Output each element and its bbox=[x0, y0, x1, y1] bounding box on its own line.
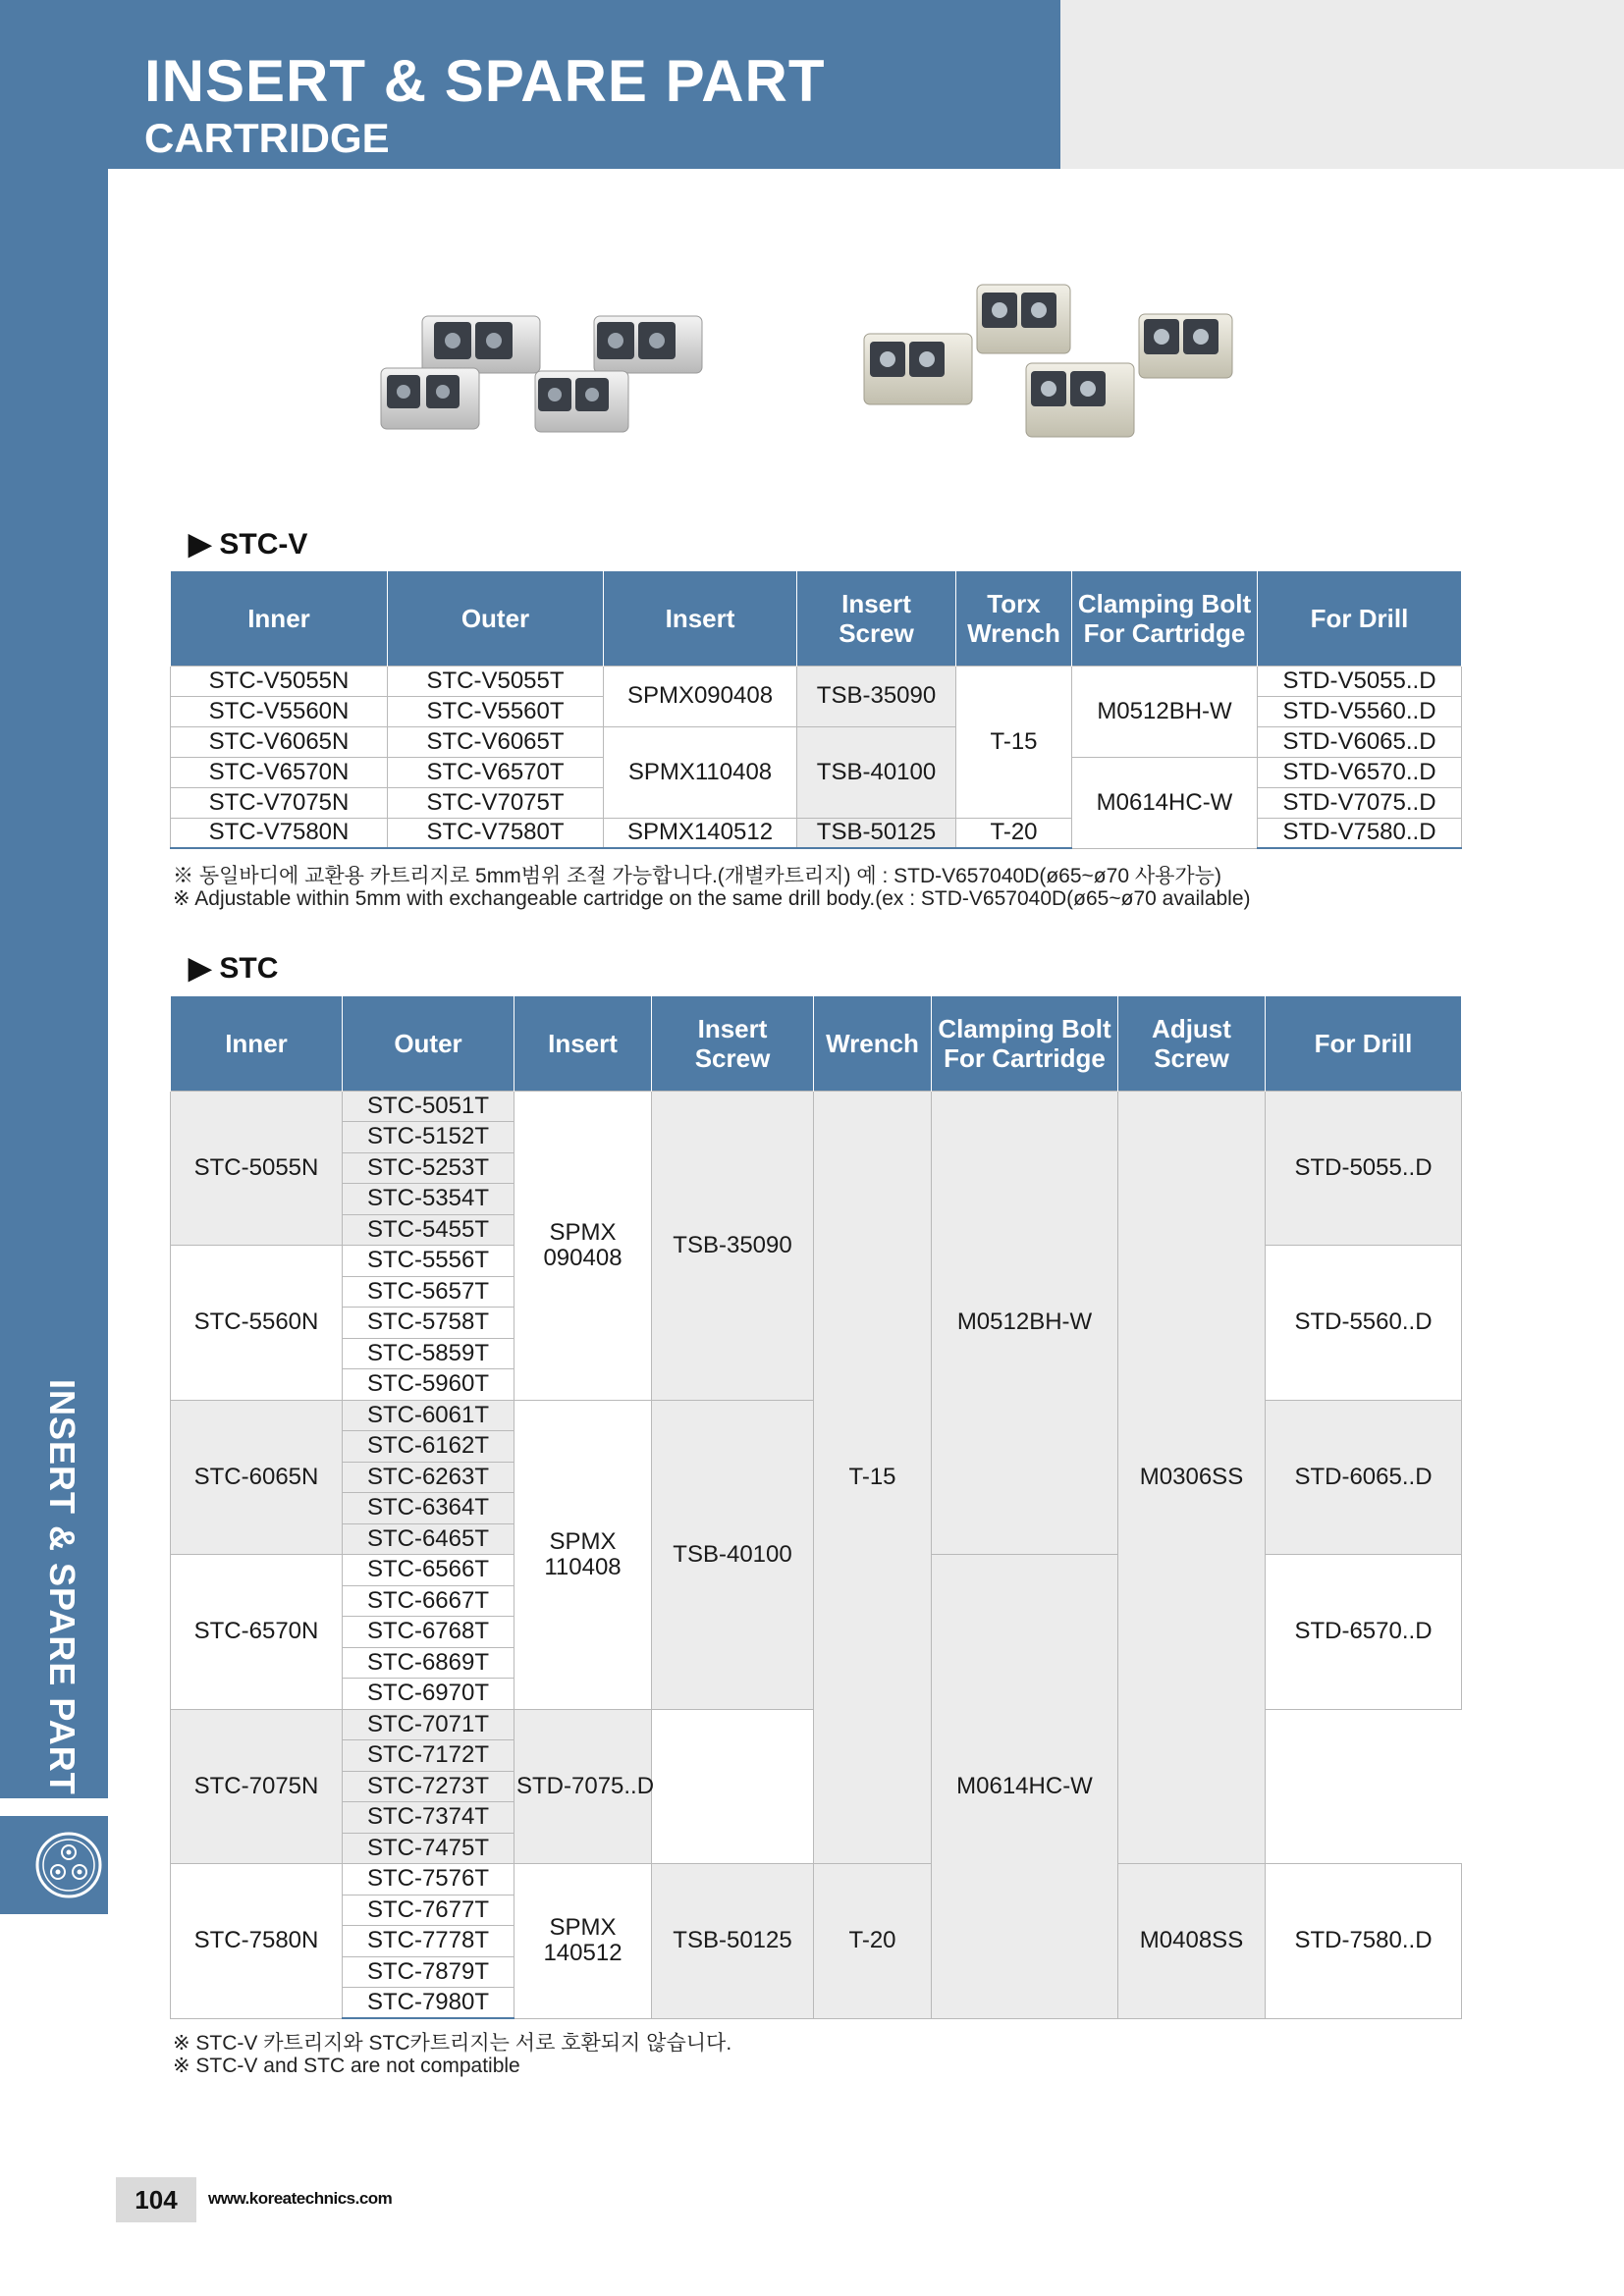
cell-outer: STC-7778T bbox=[343, 1926, 514, 1957]
cartridge-photo-stc bbox=[854, 275, 1267, 452]
cell-clamping-bolt: M0512BH-W bbox=[932, 1091, 1118, 1555]
cell-inner: STC-V5055N bbox=[171, 666, 388, 696]
cell-insert: SPMX110408 bbox=[604, 726, 797, 818]
page-subtitle: CARTRIDGE bbox=[144, 115, 390, 161]
cell-torx-wrench: T-20 bbox=[956, 818, 1072, 848]
cell-inner: STC-5055N bbox=[171, 1091, 343, 1246]
cell-insert-screw: TSB-50125 bbox=[652, 1864, 814, 2019]
cell-inner: STC-5560N bbox=[171, 1246, 343, 1401]
cell-outer: STC-7980T bbox=[343, 1988, 514, 2019]
col-clamping-bolt: Clamping Bolt For Cartridge bbox=[932, 996, 1118, 1091]
cell-for-drill: STD-V6570..D bbox=[1258, 757, 1462, 787]
cell-wrench: T-20 bbox=[814, 1864, 932, 2019]
cell-for-drill: STD-V5560..D bbox=[1258, 696, 1462, 726]
cell-for-drill: STD-5055..D bbox=[1266, 1091, 1462, 1246]
cell-outer: STC-V7580T bbox=[388, 818, 604, 848]
sidebar-gap bbox=[0, 1798, 108, 1816]
stc-table bbox=[170, 996, 1462, 2019]
cell-for-drill: STD-V7075..D bbox=[1258, 787, 1462, 818]
col-torx-wrench: Torx Wrench bbox=[956, 571, 1072, 666]
cell-outer: STC-6667T bbox=[343, 1585, 514, 1617]
cell-outer: STC-6364T bbox=[343, 1493, 514, 1524]
cell-inner: STC-6065N bbox=[171, 1400, 343, 1555]
section-title-stcv: ▶ STC-V bbox=[189, 528, 308, 561]
cell-outer: STC-V5055T bbox=[388, 666, 604, 696]
sidebar-label: INSERT & SPARE PART bbox=[42, 1379, 82, 1795]
cell-insert-screw: TSB-40100 bbox=[797, 726, 956, 818]
cell-adjust-screw: M0306SS bbox=[1118, 1091, 1266, 1864]
cell-outer: STC-6869T bbox=[343, 1647, 514, 1679]
cell-inner: STC-7580N bbox=[171, 1864, 343, 2019]
cell-outer: STC-5556T bbox=[343, 1246, 514, 1277]
cell-outer: STC-5051T bbox=[343, 1091, 514, 1122]
cell-outer: STC-7879T bbox=[343, 1956, 514, 1988]
cell-outer: STC-5152T bbox=[343, 1122, 514, 1153]
page-number: 104 bbox=[116, 2177, 196, 2222]
insert-disc-icon bbox=[0, 1816, 108, 1914]
cell-insert: SPMX 090408 bbox=[514, 1091, 652, 1400]
cell-outer: STC-V6570T bbox=[388, 757, 604, 787]
page-title: INSERT & SPARE PART bbox=[144, 48, 826, 114]
cell-outer: STC-5960T bbox=[343, 1369, 514, 1401]
cell-outer: STC-6566T bbox=[343, 1555, 514, 1586]
note-korean-stcv: ※ 동일바디에 교환용 카트리지로 5mm범위 조절 가능합니다.(개별카트리지) 예 : STD-V657040D(ø65~ø70 사용가능) bbox=[173, 865, 1221, 887]
col-adjust-screw: Adjust Screw bbox=[1118, 996, 1266, 1091]
cell-outer: STC-5859T bbox=[343, 1338, 514, 1369]
cell-for-drill: STD-7580..D bbox=[1266, 1864, 1462, 2019]
cell-insert-screw: TSB-50125 bbox=[797, 818, 956, 848]
cell-inner: STC-7075N bbox=[171, 1709, 343, 1864]
cell-inner: STC-V7580N bbox=[171, 818, 388, 848]
cell-outer: STC-7475T bbox=[343, 1833, 514, 1864]
stcv-table bbox=[170, 571, 1462, 849]
cell-outer: STC-5657T bbox=[343, 1276, 514, 1308]
cell-inner: STC-V6570N bbox=[171, 757, 388, 787]
cell-for-drill: STD-V6065..D bbox=[1258, 726, 1462, 757]
col-insert: Insert bbox=[604, 571, 797, 666]
cell-outer: STC-5354T bbox=[343, 1184, 514, 1215]
col-insert-screw: Insert Screw bbox=[652, 996, 814, 1091]
cell-outer: STC-7576T bbox=[343, 1864, 514, 1896]
cartridge-photo-stcv bbox=[373, 294, 707, 452]
col-inner: Inner bbox=[171, 571, 388, 666]
cell-outer: STC-6061T bbox=[343, 1400, 514, 1431]
cell-for-drill: STD-V5055..D bbox=[1258, 666, 1462, 696]
cell-outer: STC-7374T bbox=[343, 1802, 514, 1834]
col-wrench: Wrench bbox=[814, 996, 932, 1091]
cell-outer: STC-5253T bbox=[343, 1152, 514, 1184]
cell-outer: STC-7172T bbox=[343, 1740, 514, 1772]
col-for-drill: For Drill bbox=[1266, 996, 1462, 1091]
cell-outer: STC-V5560T bbox=[388, 696, 604, 726]
col-outer: Outer bbox=[343, 996, 514, 1091]
cell-insert: SPMX090408 bbox=[604, 666, 797, 726]
cell-inner: STC-V6065N bbox=[171, 726, 388, 757]
cell-insert-screw: TSB-35090 bbox=[797, 666, 956, 726]
footer-url[interactable]: www.koreatechnics.com bbox=[208, 2189, 393, 2208]
cell-clamping-bolt: M0614HC-W bbox=[932, 1555, 1118, 2019]
cell-inner: STC-6570N bbox=[171, 1555, 343, 1710]
note-english-stc: ※ STC-V and STC are not compatible bbox=[173, 2055, 520, 2077]
cell-outer: STC-6162T bbox=[343, 1431, 514, 1463]
cell-clamping-bolt: M0614HC-W bbox=[1072, 757, 1258, 848]
col-clamping-bolt: Clamping Bolt For Cartridge bbox=[1072, 571, 1258, 666]
cell-outer: STC-6970T bbox=[343, 1679, 514, 1710]
cell-clamping-bolt: M0512BH-W bbox=[1072, 666, 1258, 757]
cell-for-drill: STD-6570..D bbox=[1266, 1555, 1462, 1710]
cell-outer: STC-5758T bbox=[343, 1308, 514, 1339]
sidebar-icon-box bbox=[0, 1816, 108, 1914]
cell-outer: STC-V6065T bbox=[388, 726, 604, 757]
cell-for-drill: STD-6065..D bbox=[1266, 1400, 1462, 1555]
cell-insert: SPMX 110408 bbox=[514, 1400, 652, 1709]
cell-outer: STC-6465T bbox=[343, 1523, 514, 1555]
cell-insert-screw: TSB-35090 bbox=[652, 1091, 814, 1400]
col-insert-screw: Insert Screw bbox=[797, 571, 956, 666]
cell-adjust-screw: M0408SS bbox=[1118, 1864, 1266, 2019]
cell-outer: STC-6768T bbox=[343, 1617, 514, 1648]
col-insert: Insert bbox=[514, 996, 652, 1091]
cell-outer: STC-7273T bbox=[343, 1771, 514, 1802]
cell-outer: STC-V7075T bbox=[388, 787, 604, 818]
cell-wrench: T-15 bbox=[814, 1091, 932, 1864]
section-title-stc: ▶ STC bbox=[189, 952, 279, 985]
cell-torx-wrench: T-15 bbox=[956, 666, 1072, 818]
cell-insert: SPMX 140512 bbox=[514, 1864, 652, 2019]
cell-inner: STC-V5560N bbox=[171, 696, 388, 726]
note-korean-stc: ※ STC-V 카트리지와 STC카트리지는 서로 호환되지 않습니다. bbox=[173, 2032, 732, 2055]
cell-outer: STC-7677T bbox=[343, 1895, 514, 1926]
header-banner-right bbox=[1060, 0, 1624, 169]
col-outer: Outer bbox=[388, 571, 604, 666]
cell-insert-screw: TSB-40100 bbox=[652, 1400, 814, 1709]
cell-for-drill: STD-5560..D bbox=[1266, 1246, 1462, 1401]
cell-insert: SPMX140512 bbox=[604, 818, 797, 848]
cell-inner: STC-V7075N bbox=[171, 787, 388, 818]
cell-for-drill: STD-7075..D bbox=[514, 1709, 652, 1864]
col-for-drill: For Drill bbox=[1258, 571, 1462, 666]
cell-for-drill: STD-V7580..D bbox=[1258, 818, 1462, 848]
col-inner: Inner bbox=[171, 996, 343, 1091]
cell-outer: STC-5455T bbox=[343, 1214, 514, 1246]
cell-outer: STC-7071T bbox=[343, 1709, 514, 1740]
cell-outer: STC-6263T bbox=[343, 1462, 514, 1493]
note-english-stcv: ※ Adjustable within 5mm with exchangeable cartridge on the same drill body.(ex : STD-V657040D(ø65~ø70 available) bbox=[173, 887, 1251, 910]
